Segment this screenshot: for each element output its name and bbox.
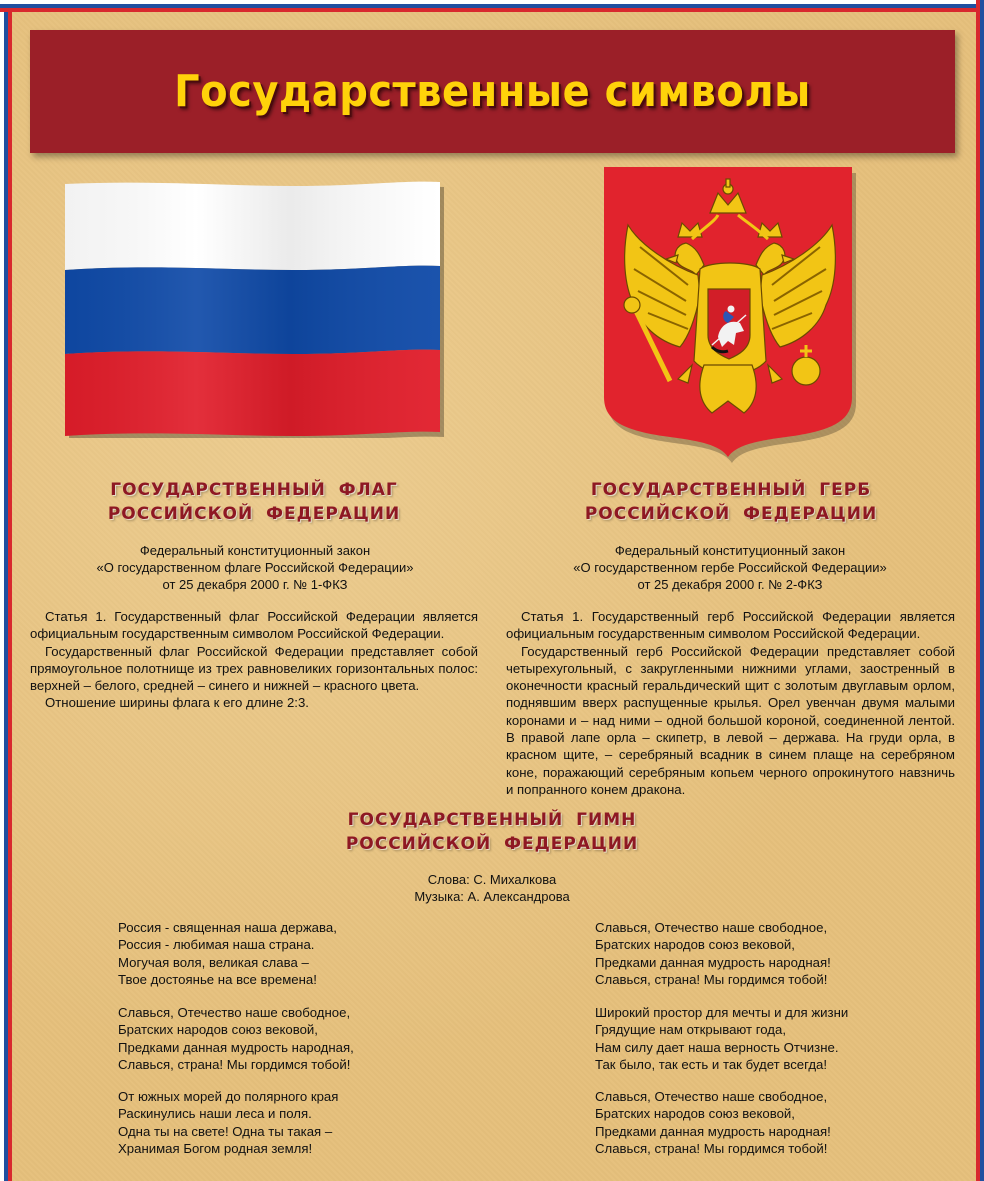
anthem-line: Могучая воля, великая слава –	[118, 954, 309, 970]
anthem-music-author: Музыка: А. Александрова	[414, 889, 570, 904]
flag-paragraph: Отношение ширины флага к его длине 2:3.	[45, 695, 309, 711]
flag-section-title	[63, 478, 445, 526]
anthem-line: Славься, Отечество наше свободное,	[118, 1005, 351, 1020]
anthem-stanza	[595, 1088, 831, 1158]
anthem-line: Россия - любимая наша страна.	[118, 937, 315, 953]
header-banner	[30, 30, 955, 153]
anthem-line: Славься, страна! Мы гордимся тобой!	[595, 1141, 828, 1157]
tricolor-border-top	[0, 0, 984, 12]
anthem-title-line2: РОССИЙСКОЙ ФЕДЕРАЦИИ	[345, 834, 639, 854]
anthem-title-line1: ГОСУДАРСТВЕННЫЙ ГИМН	[347, 810, 637, 830]
emblem-section-title	[540, 478, 922, 526]
anthem-line: Предками данная мудрость народная!	[595, 1123, 831, 1139]
flag-article-text	[30, 608, 478, 712]
anthem-line: Славься, страна! Мы гордимся тобой!	[118, 1057, 351, 1073]
emblem-paragraph: Государственный герб Российской Федерации представляет собой четырехугольный, с закругленными нижними углами, заостренный в оконечности красный геральдический щит с золотым двуглавым орлом, поднявшим вверх распущенные крылья. Орел увенчан двумя малыми коронами и – над ними – одной большой короной, соединенной лентой. В правой лапе орла – скипетр, в левой – держава. На груди орла, в красном щите, – серебряный всадник в синем плаще на серебряном коне, поражающий серебряным копьем черного опрокинутого навзничь и попранного конем дракона.	[506, 643, 955, 797]
anthem-line: Славься, страна! Мы гордимся тобой!	[595, 972, 828, 988]
coat-of-arms-image	[600, 165, 860, 463]
emblem-paragraph: Статья 1. Государственный герб Российской Федерации является официальным государственным символом Российской Федерации.	[506, 609, 955, 642]
anthem-line: Братских народов союз вековой,	[118, 1022, 318, 1038]
tricolor-border-right	[976, 0, 984, 1181]
anthem-words-author: Слова: С. Михалкова	[427, 872, 557, 887]
anthem-line: Одна ты на свете! Одна ты такая –	[118, 1123, 333, 1139]
flag-law-line3: от 25 декабря 2000 г. № 1-ФКЗ	[162, 577, 348, 592]
anthem-line: Раскинулись наши леса и поля.	[118, 1106, 312, 1122]
anthem-line: Предками данная мудрость народная!	[595, 954, 831, 970]
flag-law-line2: «О государственном флаге Российской Федерации»	[96, 560, 414, 575]
anthem-line: Славься, Отечество наше свободное,	[595, 1089, 828, 1104]
emblem-title-line2: РОССИЙСКОЙ ФЕДЕРАЦИИ	[584, 504, 878, 524]
flag-law-line1: Федеральный конституционный закон	[139, 543, 371, 558]
tricolor-border-left	[0, 0, 12, 1181]
anthem-authors	[300, 871, 684, 905]
anthem-line: Нам силу дает наша верность Отчизне.	[595, 1039, 839, 1055]
anthem-stanza	[118, 1088, 338, 1158]
flag-title-line2: РОССИЙСКОЙ ФЕДЕРАЦИИ	[107, 504, 401, 524]
emblem-title-line1: ГОСУДАРСТВЕННЫЙ ГЕРБ	[590, 480, 872, 500]
anthem-line: Братских народов союз вековой,	[595, 937, 795, 953]
emblem-law-line2: «О государственном гербе Российской Федерации»	[573, 560, 887, 575]
anthem-stanza	[118, 1004, 354, 1074]
russian-flag-image	[63, 180, 445, 438]
anthem-stanza	[118, 919, 337, 989]
anthem-line: От южных морей до полярного края	[118, 1089, 339, 1104]
anthem-line: Твое достоянье на все времена!	[118, 972, 317, 988]
anthem-line: Россия - священная наша держава,	[118, 920, 337, 935]
anthem-stanza	[595, 919, 831, 989]
anthem-section-title	[300, 808, 684, 856]
emblem-article-text	[506, 608, 955, 798]
page-title: Государственные символы	[174, 66, 811, 117]
flag-title-line1: ГОСУДАРСТВЕННЫЙ ФЛАГ	[110, 480, 398, 500]
anthem-line: Предками данная мудрость народная,	[118, 1039, 354, 1055]
anthem-stanza	[595, 1004, 848, 1074]
flag-paragraph: Государственный флаг Российской Федерации представляет собой прямоугольное полотнище из трех равновеликих горизонтальных полос: верхней – белого, средней – синего и нижней – красного цвета.	[30, 643, 478, 694]
anthem-line: Хранимая Богом родная земля!	[118, 1141, 313, 1157]
flag-paragraph: Статья 1. Государственный флаг Российской Федерации является официальным государственным символом Российской Федерации.	[30, 609, 478, 642]
emblem-law-line3: от 25 декабря 2000 г. № 2-ФКЗ	[637, 577, 823, 592]
emblem-law-line1: Федеральный конституционный закон	[614, 543, 846, 558]
anthem-line: Так было, так есть и так будет всегда!	[595, 1057, 828, 1073]
anthem-line: Славься, Отечество наше свободное,	[595, 920, 828, 935]
anthem-line: Грядущие нам открывают года,	[595, 1022, 786, 1038]
flag-law-reference	[55, 542, 455, 593]
anthem-line: Широкий простор для мечты и для жизни	[595, 1005, 849, 1020]
emblem-law-reference	[530, 542, 930, 593]
anthem-line: Братских народов союз вековой,	[595, 1106, 795, 1122]
